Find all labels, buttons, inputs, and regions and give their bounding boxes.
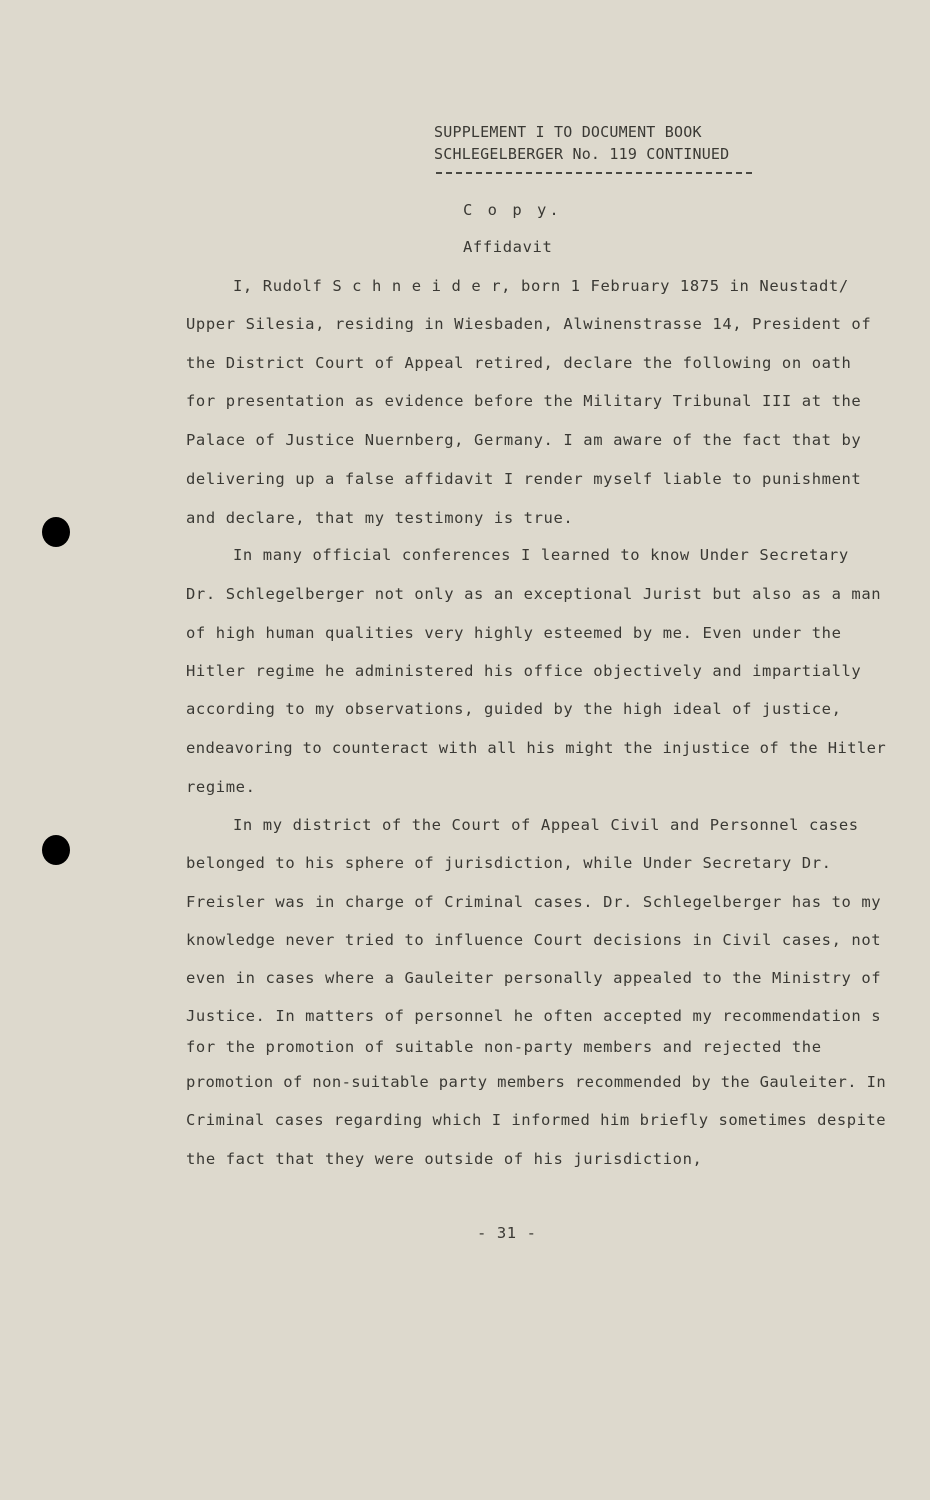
paragraph-2-line-5: according to my observations, guided by the high ideal of justice, [186, 700, 842, 718]
paragraph-3-line-8: promotion of non-suitable party members recommended by the Gauleiter. In [186, 1073, 887, 1091]
paragraph-3-line-6: Justice. In matters of personnel he often accepted my recommendation s [186, 1007, 882, 1025]
paragraph-2-line-2: Dr. Schlegelberger not only as an exceptional Jurist but also as a man [186, 585, 882, 603]
paragraph-3-line-2: belonged to his sphere of jurisdiction, while Under Secretary Dr. [186, 854, 832, 872]
document-title: Affidavit [463, 238, 553, 256]
paragraph-3-line-4: knowledge never tried to influence Court decisions in Civil cases, not [186, 931, 882, 949]
paragraph-1-line-5: Palace of Justice Nuernberg, Germany. I am aware of the fact that by [186, 431, 862, 449]
header-line-2: SCHLEGELBERGER No. 119 CONTINUED [434, 145, 730, 163]
paragraph-3-line-5: even in cases where a Gauleiter personally appealed to the Ministry of [186, 969, 882, 987]
paragraph-1-line-2: Upper Silesia, residing in Wiesbaden, Alwinenstrasse 14, President of [186, 315, 872, 333]
paragraph-3-line-10: the fact that they were outside of his jurisdiction, [186, 1150, 703, 1168]
paragraph-1-line-1: I, Rudolf S c h n e i d e r, born 1 February 1875 in Neustadt/ [233, 277, 849, 295]
page-number: - 31 - [477, 1224, 537, 1242]
paragraph-1-line-7: and declare, that my testimony is true. [186, 509, 574, 527]
paragraph-2-line-7: regime. [186, 778, 256, 796]
paragraph-2-line-3: of high human qualities very highly esteemed by me. Even under the [186, 624, 842, 642]
document-header [434, 121, 764, 165]
copy-label: C o p y. [463, 201, 562, 219]
punch-hole-bottom [42, 835, 70, 865]
header-divider [436, 172, 752, 174]
paragraph-1-line-6: delivering up a false affidavit I render myself liable to punishment [186, 470, 862, 488]
paragraph-1-line-4: for presentation as evidence before the Military Tribunal III at the [186, 392, 862, 410]
paragraph-2-line-6: endeavoring to counteract with all his might the injustice of the Hitler [186, 739, 887, 757]
paragraph-3-line-9: Criminal cases regarding which I informed him briefly sometimes despite [186, 1111, 887, 1129]
paragraph-1-line-3: the District Court of Appeal retired, declare the following on oath [186, 354, 852, 372]
paragraph-2-line-1: In many official conferences I learned to know Under Secretary [233, 546, 849, 564]
paragraph-3-line-7: for the promotion of suitable non-party members and rejected the [186, 1038, 822, 1056]
header-line-1: SUPPLEMENT I TO DOCUMENT BOOK [434, 123, 702, 141]
paragraph-3-line-3: Freisler was in charge of Criminal cases. Dr. Schlegelberger has to my [186, 893, 882, 911]
punch-hole-top [42, 517, 70, 547]
paragraph-2-line-4: Hitler regime he administered his office objectively and impartially [186, 662, 862, 680]
paragraph-3-line-1: In my district of the Court of Appeal Civil and Personnel cases [233, 816, 859, 834]
